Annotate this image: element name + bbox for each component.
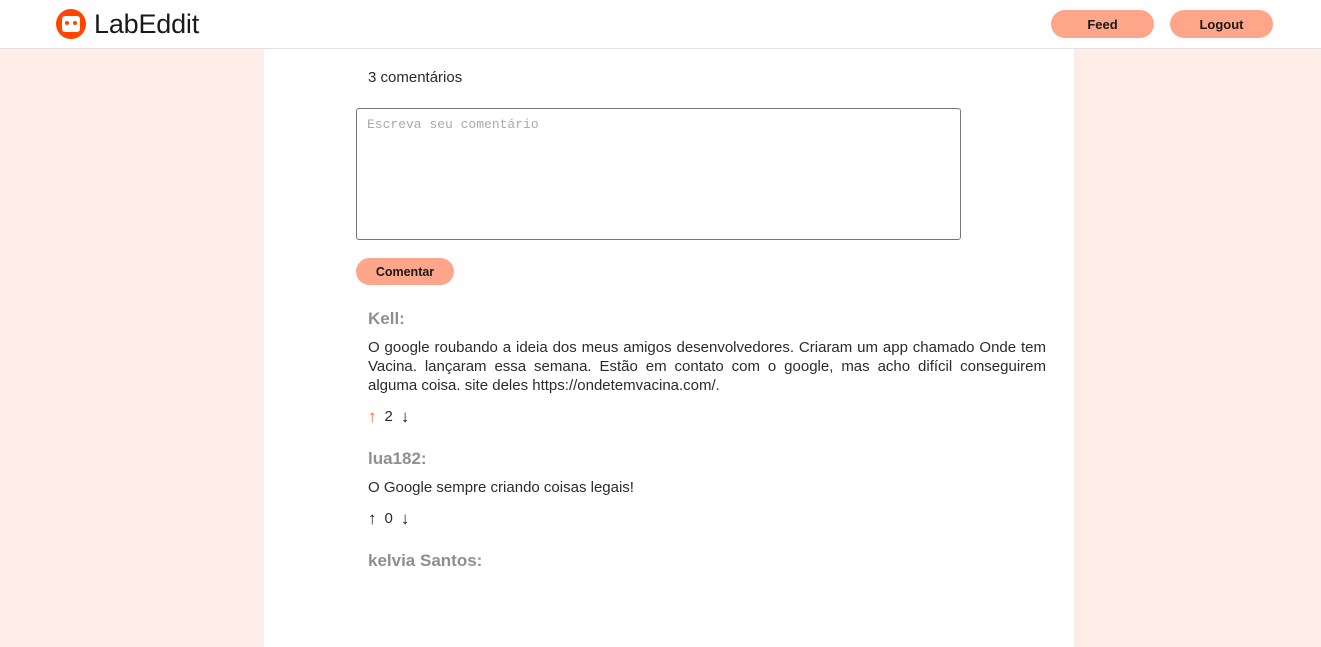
comment-author: lua182: — [368, 449, 427, 468]
brand-name: LabEddit — [94, 8, 199, 39]
app-header — [0, 0, 1321, 49]
comment-item — [356, 309, 1046, 426]
comment-item — [356, 449, 1034, 527]
comment-vote-row — [368, 408, 1034, 425]
comment-count-label: 3 comentários — [368, 69, 463, 86]
comment-vote-row — [368, 510, 1034, 527]
post-detail-column — [264, 49, 1074, 647]
comment-text: O google roubando a ideia dos meus amigos desenvolvedores. Criaram um app chamado Onde tem Vacina. lançaram essa semana. Estão em contato com o google, mas acho difícil conseguirem alguma coisa. site deles https://ondetemvacina.com/. — [368, 339, 1046, 394]
labeddit-robot-icon — [56, 9, 86, 39]
comment-input[interactable] — [356, 108, 961, 240]
feed-button[interactable]: Feed — [1051, 10, 1154, 38]
brand — [56, 9, 199, 40]
comment-text: O Google sempre criando coisas legais! — [368, 479, 634, 496]
page-body — [0, 49, 1321, 647]
comment-author: Kell: — [368, 309, 405, 328]
arrow-down-icon[interactable]: ↓ — [400, 509, 410, 528]
logout-button[interactable]: Logout — [1170, 10, 1273, 38]
comment-item — [356, 551, 1034, 571]
arrow-up-icon[interactable]: ↑ — [368, 407, 377, 426]
comment-author: kelvia Santos: — [368, 551, 483, 570]
arrow-up-icon[interactable]: ↑ — [368, 509, 377, 528]
vote-count: 0 — [384, 510, 393, 527]
submit-comment-button[interactable]: Comentar — [356, 258, 454, 285]
arrow-down-icon[interactable]: ↓ — [400, 407, 410, 426]
header-actions — [1051, 10, 1273, 38]
vote-count: 2 — [384, 408, 393, 425]
